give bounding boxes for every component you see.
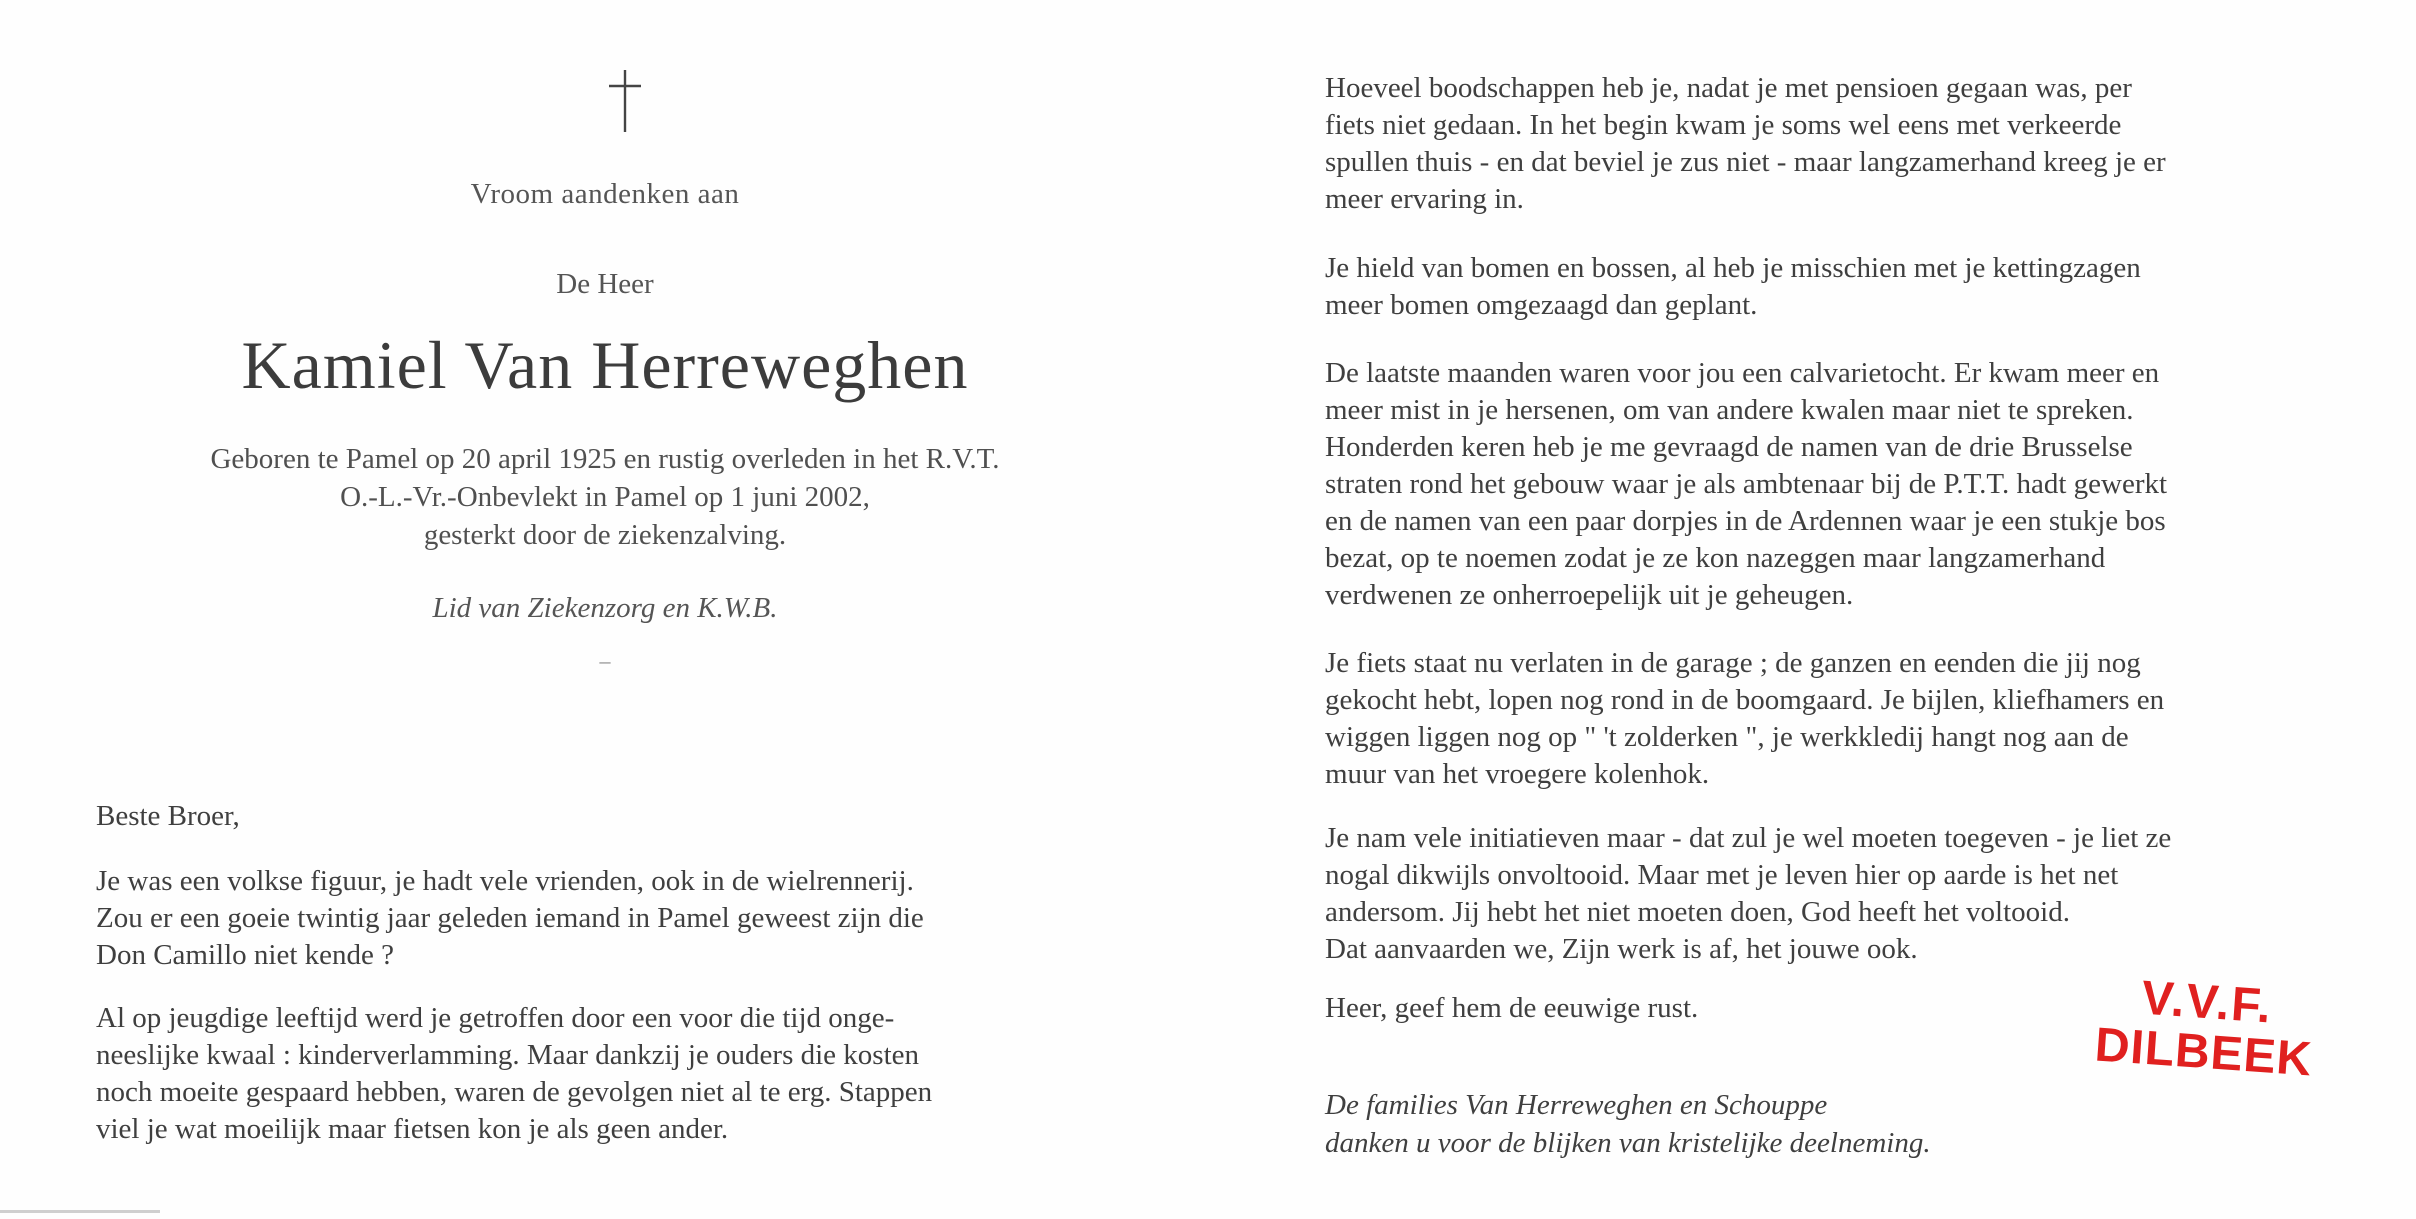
text-line: gekocht hebt, lopen nog rond in de boomgaard. Je bijlen, kliefhamers en (1325, 684, 2165, 716)
letter-paragraph (1325, 820, 2385, 968)
text-line: Honderden keren heb je me gevraagd de namen van de drie Brusselse (1325, 431, 2133, 463)
text-line: Hoeveel boodschappen heb je, nadat je met pensioen gegaan was, per (1325, 72, 2132, 104)
text-line: en de namen van een paar dorpjes in de Ardennen waar je een stukje bos (1325, 505, 2166, 537)
birth-line: gesterkt door de ziekenzalving. (423, 519, 787, 551)
text-line: danken u voor de blijken van kristelijke deelneming. (1325, 1127, 1931, 1159)
text-line: De families Van Herreweghen en Schouppe (1325, 1089, 1828, 1121)
text-line: fiets niet gedaan. In het begin kwam je soms wel eens met verkeerde (1325, 109, 2122, 141)
text-line: Je hield van bomen en bossen, al heb je misschien met je kettingzagen (1325, 252, 2141, 284)
text-line: Al op jeugdige leeftijd werd je getroffen door een voor die tijd onge- (96, 1002, 895, 1034)
letter-paragraph (1325, 355, 2385, 614)
text-line: Je nam vele initiatieven maar - dat zul je wel moeten toegeven - je liet ze (1325, 822, 2172, 854)
left-page (60, 0, 1200, 1219)
prayer-line: Heer, geef hem de eeuwige rust. (1325, 992, 1699, 1024)
text-line: Dat aanvaarden we, Zijn werk is af, het jouwe ook. (1325, 933, 1918, 965)
text-line: Don Camillo niet kende ? (96, 939, 394, 971)
text-line: Je was een volkse figuur, je hadt vele vrienden, ook in de wielrennerij. (96, 865, 914, 897)
text-line: nogal dikwijls onvoltooid. Maar met je leven hier op aarde is het net (1325, 859, 2119, 891)
membership: Lid van Ziekenzorg en K.W.B. (432, 592, 778, 624)
text-line: andersom. Jij hebt het niet moeten doen, God heeft het voltooid. (1325, 896, 2070, 928)
text-line: verdwenen ze onherroepelijk uit je geheugen. (1325, 579, 1854, 611)
letter-greeting: Beste Broer, (96, 800, 240, 832)
text-line: De laatste maanden waren voor jou een calvarietocht. Er kwam meer en (1325, 357, 2160, 389)
text-line: bezat, op te noemen zodat je ze kon nazeggen maar langzamerhand (1325, 542, 2106, 574)
letter-paragraph (96, 863, 1176, 974)
letter-paragraph (1325, 645, 2385, 793)
memory-intro: Vroom aandenken aan (470, 178, 740, 210)
letter-paragraph (1325, 70, 2385, 218)
text-line: neeslijke kwaal : kinderverlamming. Maar dankzij je ouders die kosten (96, 1039, 920, 1071)
text-line: meer bomen omgezaagd dan geplant. (1325, 289, 1758, 321)
separator-dash: – (599, 648, 611, 673)
honorific: De Heer (556, 268, 654, 300)
text-line: wiggen liggen nog op " 't zolderken ", je werkkledij hangt nog aan de (1325, 721, 2129, 753)
family-thanks (1325, 1086, 2385, 1162)
vvf-dilbeek-stamp (2071, 969, 2338, 1097)
text-line: straten rond het gebouw waar je als ambtenaar bij de P.T.T. hadt gewerkt (1325, 468, 2168, 500)
birth-death-info (60, 440, 1150, 554)
text-line: meer ervaring in. (1325, 183, 1524, 215)
text-line: Zou er een goeie twintig jaar geleden iemand in Pamel geweest zijn die (96, 902, 924, 934)
text-line: Je fiets staat nu verlaten in de garage ; de ganzen en eenden die jij nog (1325, 647, 2141, 679)
text-line: spullen thuis - en dat beviel je zus niet - maar langzamerhand kreeg je er (1325, 146, 2166, 178)
birth-line: O.-L.-Vr.-Onbevlekt in Pamel op 1 juni 2002, (340, 481, 870, 513)
text-line: meer mist in je hersenen, om van andere kwalen maar niet te spreken. (1325, 394, 2134, 426)
deceased-name: Kamiel Van Herreweghen (241, 327, 969, 403)
letter-paragraph (96, 1000, 1176, 1148)
text-line: noch moeite gespaard hebben, waren de gevolgen niet al te erg. Stappen (96, 1076, 933, 1108)
letter-paragraph (1325, 250, 2385, 324)
birth-line: Geboren te Pamel op 20 april 1925 en rustig overleden in het R.V.T. (210, 443, 1000, 475)
cross-icon (595, 66, 655, 136)
stamp-line: DILBEEK (2093, 1018, 2315, 1087)
text-line: viel je wat moeilijk maar fietsen kon je als geen ander. (96, 1113, 729, 1145)
text-line: muur van het vroegere kolenhok. (1325, 758, 1710, 790)
stamp-line: V.V.F. (2139, 971, 2275, 1034)
card-edge-mark (0, 1210, 160, 1213)
